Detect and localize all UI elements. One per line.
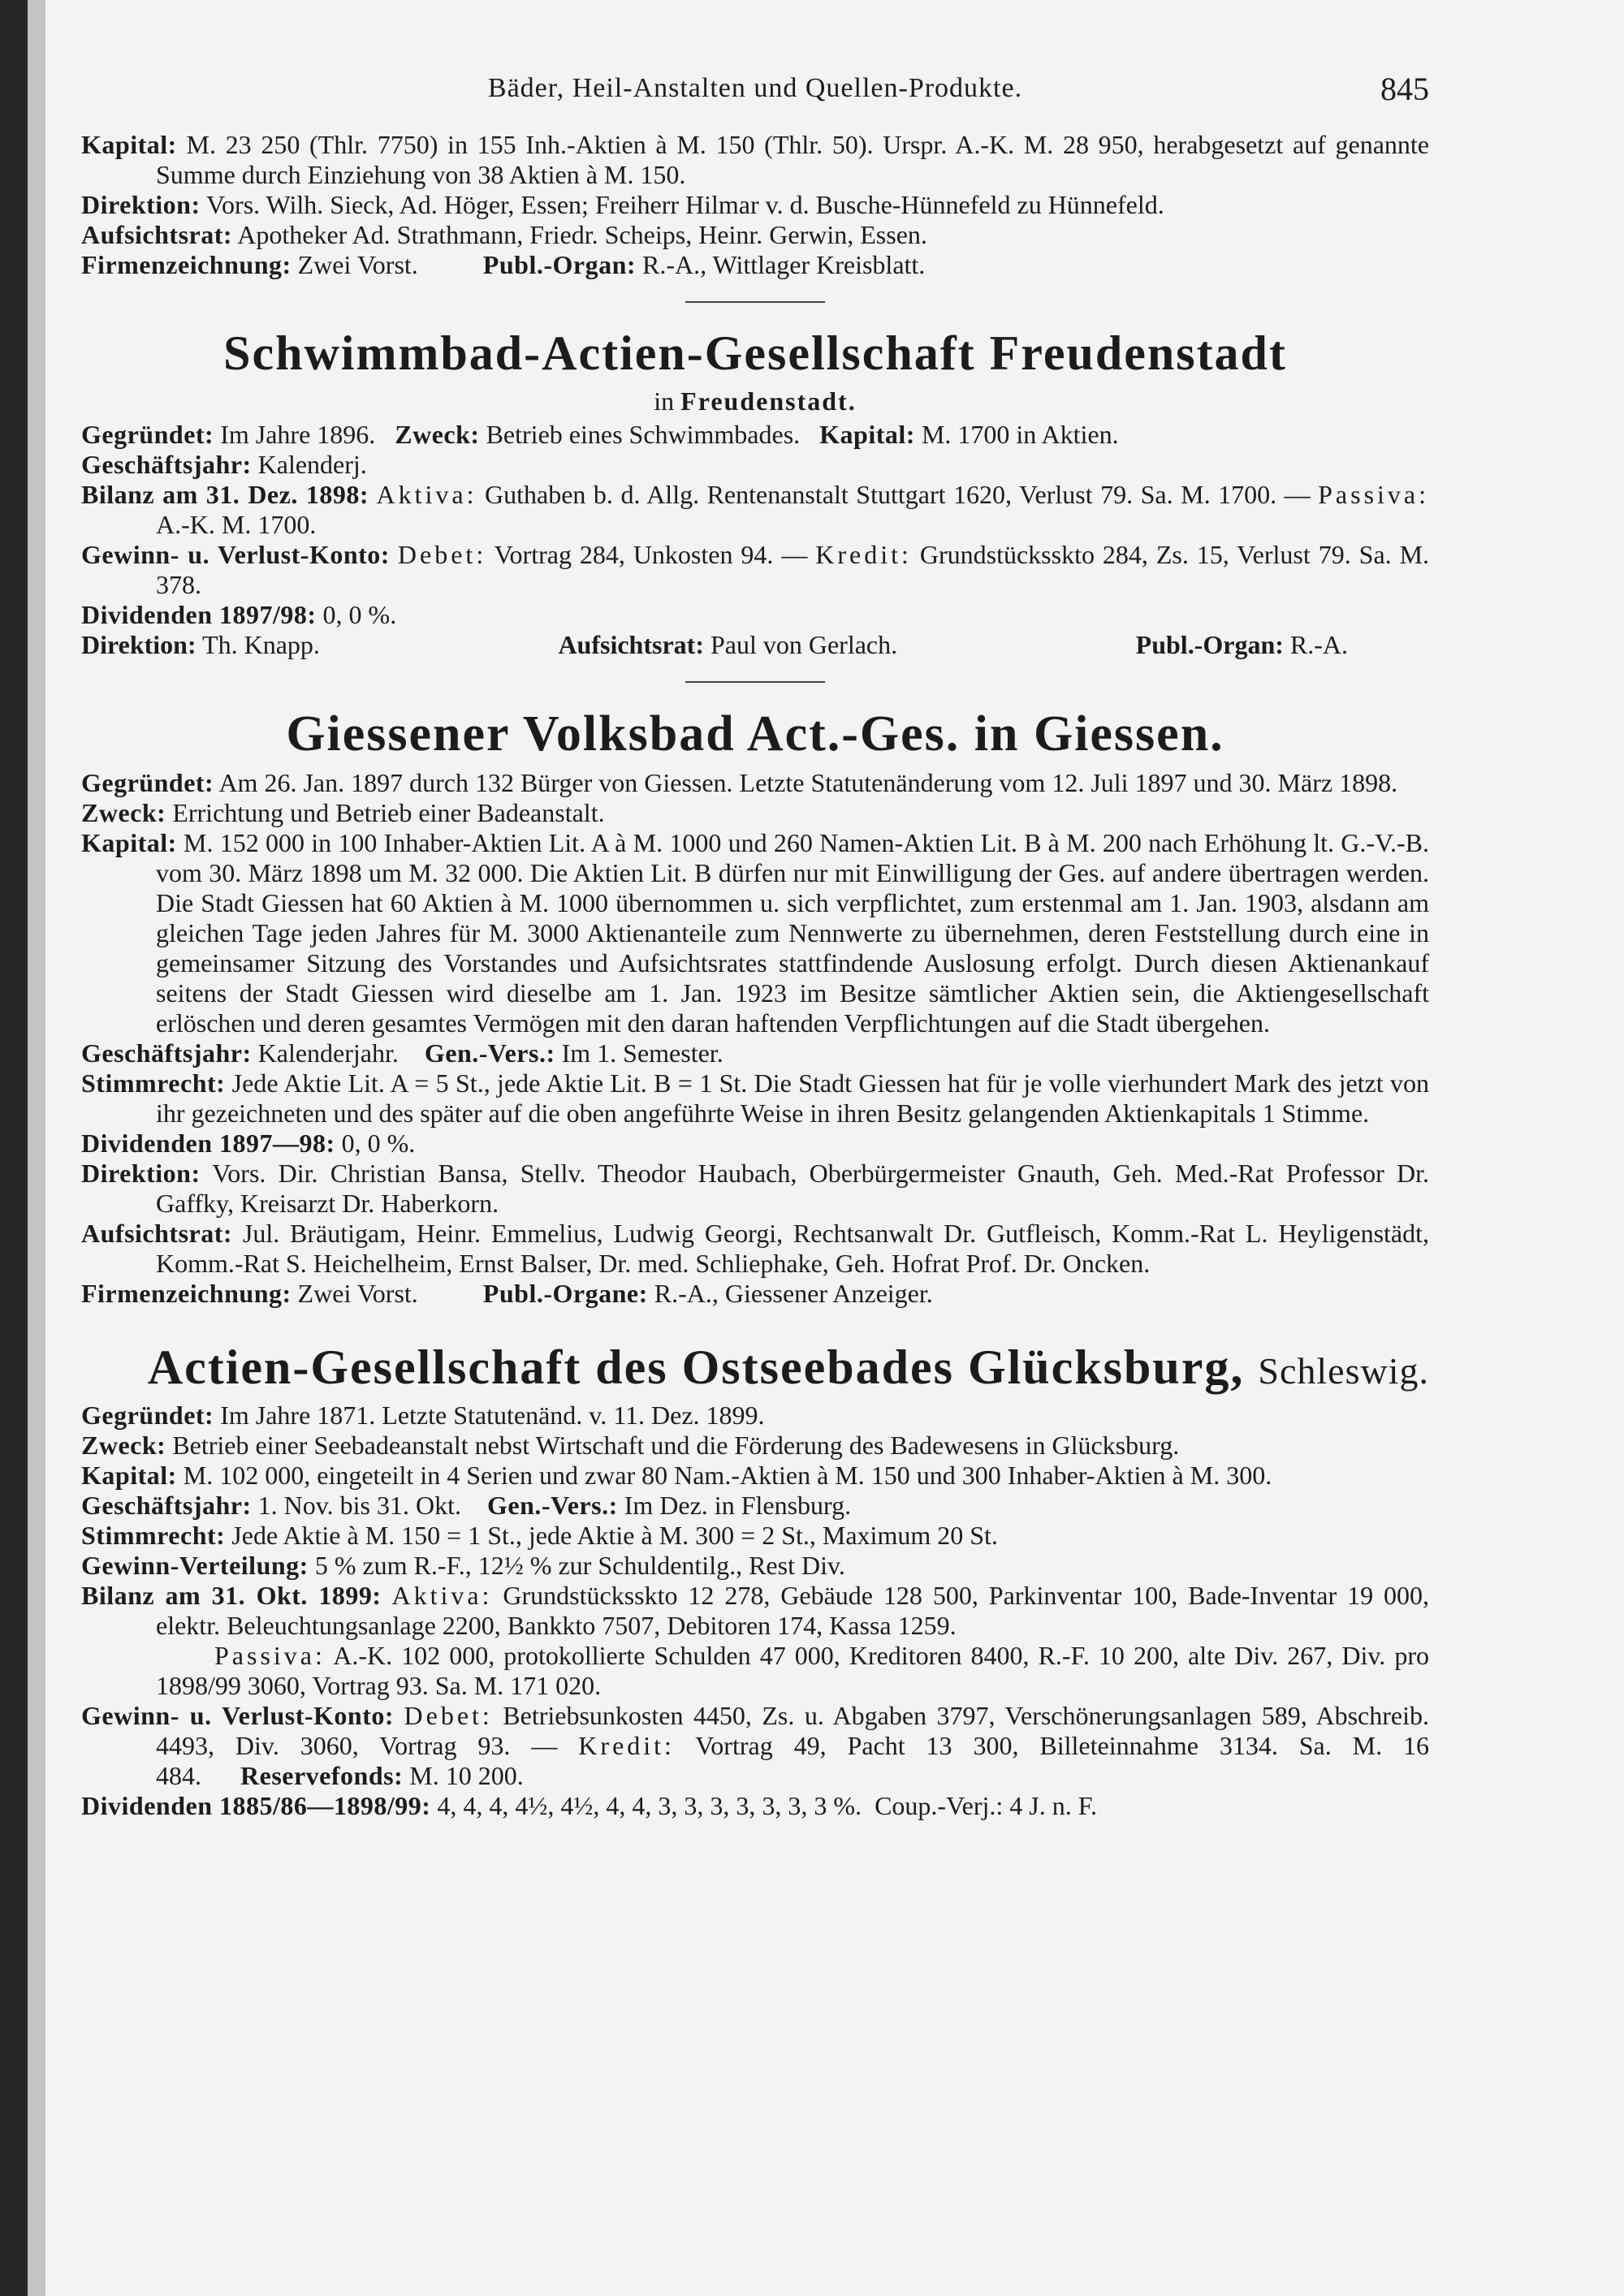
company-entry-gluecksburg — [81, 1340, 1429, 1821]
company-entry-freudenstadt — [81, 326, 1429, 660]
voting-field — [81, 1521, 1429, 1551]
signature-field — [81, 1279, 1429, 1309]
field-value: Im Dez. in Flensburg. — [624, 1491, 852, 1520]
field-value: Jul. Bräutigam, Heinr. Emmelius, Ludwig Georgi, Rechtsanwalt Dr. Gutfleisch, Komm.-Rat L. Heyligenstädt, Komm.-Rat S. Heichelheim, Ernst Balser, Dr. med. Schliephake, Geh. Hofrat Prof. Dr. Oncken. — [156, 1219, 1430, 1278]
profit-distribution-field — [81, 1551, 1429, 1581]
field-value: 5 % zum R.-F., 12½ % zur Schuldentilg., Rest Div. — [314, 1551, 845, 1580]
field-key: Kapital: — [81, 130, 177, 159]
board-field — [81, 630, 320, 660]
field-value: Zwei Vorst. — [297, 250, 418, 279]
field-value: R.-A., Wittlager Kreisblatt. — [642, 250, 926, 279]
field-key: Stimmrecht: — [81, 1068, 226, 1098]
field-value: Th. Knapp. — [202, 630, 320, 659]
field-key: Aufsichtsrat: — [81, 220, 233, 249]
field-value: 4, 4, 4, 4½, 4½, 4, 4, 3, 3, 3, 3, 3, 3, 3 %. — [437, 1791, 862, 1820]
page-number: 845 — [1380, 71, 1429, 107]
company-title-suffix: Schleswig. — [1258, 1350, 1429, 1392]
field-key: Zweck: — [81, 1431, 166, 1460]
board-field — [81, 1159, 1429, 1219]
field-key: Aufsichtsrat: — [81, 1219, 233, 1248]
section-separator — [685, 301, 825, 303]
field-key: Reservefonds: — [240, 1761, 404, 1790]
fiscal-year-field — [81, 1038, 1429, 1068]
supervisory-field — [81, 1219, 1429, 1279]
field-value: Im Jahre 1871. Letzte Statutenänd. v. 11. Dez. 1899. — [220, 1400, 765, 1430]
field-key: Direktion: — [81, 1159, 201, 1188]
field-value: 0, 0 %. — [322, 600, 397, 629]
capital-field — [81, 1461, 1429, 1491]
founded-field — [81, 420, 1429, 450]
field-value: Grundstücksskto 12 278, Gebäude 128 500, Parkinventar 100, Bade-Inventar 19 000, elektr. Beleuchtungsanlage 2200, Bankkto 7507, Debitoren 174, Kassa 1259. — [156, 1581, 1430, 1640]
field-value: Apotheker Ad. Strathmann, Friedr. Scheips, Heinr. Gerwin, Essen. — [237, 220, 927, 249]
field-value: Grundstücksskto 284, Zs. 15, Verlust 79. Sa. M. 378. — [156, 540, 1430, 599]
fiscal-year-field — [81, 1491, 1429, 1521]
book-spine-edge — [0, 0, 28, 2296]
field-key: Publ.-Organ: — [482, 250, 637, 279]
field-key: Kapital: — [81, 1461, 177, 1490]
field-value: M. 23 250 (Thlr. 7750) in 155 Inh.-Aktien à M. 150 (Thlr. 50). Urspr. A.-K. M. 28 950, herabgesetzt auf genannte Summe durch Einziehung von 38 Aktien à M. 150. — [156, 130, 1430, 189]
dividends-field — [81, 600, 1429, 630]
liabilities-label: Passiva: — [214, 1641, 326, 1670]
field-value: Im 1. Semester. — [561, 1038, 723, 1068]
signature-field — [81, 250, 1429, 280]
assets-label: Aktiva: — [391, 1581, 493, 1610]
credit-label: Kredit: — [578, 1731, 675, 1760]
field-key: Gen.-Vers.: — [424, 1038, 555, 1068]
field-value: Am 26. Jan. 1897 durch 132 Bürger von Giessen. Letzte Statutenänderung vom 12. Juli 1897 und 30. März 1898. — [218, 768, 1398, 797]
purpose-field — [81, 1431, 1429, 1461]
field-value: Betrieb einer Seebadeanstalt nebst Wirtschaft und die Förderung des Badewesens in Glücksburg. — [172, 1431, 1180, 1460]
credit-label: Kredit: — [815, 540, 912, 569]
field-key: Gegründet: — [81, 768, 214, 797]
company-title: Schwimmbad-Actien-Gesellschaft Freudenstadt — [223, 326, 1287, 380]
field-value: Jede Aktie Lit. A = 5 St., jede Aktie Lit. B = 1 St. Die Stadt Giessen hat für je volle vierhundert Mark des jetzt von ihr gezeichneten und des später auf die oben angeführte Weise in ihren Besitz gelangenden Aktienkapitals 1 Stimme. — [156, 1068, 1430, 1128]
prev-company-entry — [81, 130, 1429, 280]
profit-loss-field — [81, 540, 1429, 600]
field-value: Vortrag 284, Unkosten 94. — — [494, 540, 808, 569]
balance-liabilities — [81, 1641, 1429, 1701]
publication-field — [1136, 630, 1348, 660]
field-value: Vors. Dir. Christian Bansa, Stellv. Theodor Haubach, Oberbürgermeister Gnauth, Geh. Med.-Rat Professor Dr. Gaffky, Kreisarzt Dr. Haberkorn. — [156, 1159, 1430, 1218]
founded-field — [81, 768, 1429, 798]
field-value: M. 1700 in Aktien. — [921, 420, 1119, 449]
fiscal-year-field — [81, 450, 1429, 480]
field-value: Zwei Vorst. — [297, 1279, 418, 1308]
section-gap — [81, 1309, 1429, 1323]
field-key: Gewinn- u. Verlust-Konto: — [81, 1701, 395, 1730]
field-key: Zweck: — [81, 798, 166, 827]
field-value: Kalenderj. — [257, 450, 367, 479]
supervisory-field — [81, 220, 1429, 250]
field-key: Firmenzeichnung: — [81, 1279, 292, 1308]
field-key: Gewinn-Verteilung: — [81, 1551, 309, 1580]
running-header — [81, 65, 1429, 130]
field-value: A.-K. M. 1700. — [156, 510, 317, 539]
assets-label: Aktiva: — [376, 480, 477, 509]
field-key: Bilanz am 31. Okt. 1899: — [81, 1581, 382, 1610]
field-key: Firmenzeichnung: — [81, 250, 292, 279]
page — [81, 65, 1429, 1821]
debit-label: Debet: — [404, 1701, 493, 1730]
field-key: Gewinn- u. Verlust-Konto: — [81, 540, 390, 569]
field-key: Geschäftsjahr: — [81, 1491, 252, 1520]
field-value: R.-A. — [1289, 630, 1348, 659]
balance-field — [81, 480, 1429, 540]
field-value: Vors. Wilh. Sieck, Ad. Höger, Essen; Freiherr Hilmar v. d. Busche-Hünnefeld zu Hünnefeld. — [206, 190, 1164, 219]
location-prefix: in — [654, 386, 675, 416]
field-key: Publ.-Organ: — [1135, 630, 1284, 659]
field-key: Dividenden 1885/86—1898/99: — [81, 1791, 431, 1820]
coupon-expiry: Coup.-Verj.: 4 J. n. F. — [875, 1791, 1097, 1820]
board-row — [81, 630, 1429, 660]
field-value: Errichtung und Betrieb einer Badeanstalt. — [172, 798, 605, 827]
company-location — [81, 386, 1429, 416]
profit-loss-field — [81, 1701, 1429, 1791]
field-value: 1. Nov. bis 31. Okt. — [257, 1491, 461, 1520]
section-separator — [685, 681, 825, 683]
field-key: Geschäftsjahr: — [81, 450, 252, 479]
founded-field — [81, 1400, 1429, 1431]
field-key: Direktion: — [81, 630, 197, 659]
field-key: Dividenden 1897/98: — [81, 600, 317, 629]
purpose-field — [81, 798, 1429, 828]
field-value: Im Jahre 1896. — [220, 420, 376, 449]
dividends-field — [81, 1791, 1429, 1821]
field-key: Gen.-Vers.: — [487, 1491, 618, 1520]
capital-field — [81, 828, 1429, 1038]
voting-field — [81, 1068, 1429, 1129]
field-key: Gegründet: — [81, 420, 214, 449]
field-value: Guthaben b. d. Allg. Rentenanstalt Stuttgart 1620, Verlust 79. Sa. M. 1700. — — [485, 480, 1311, 509]
field-key: Geschäftsjahr: — [81, 1038, 252, 1068]
field-value: M. 10 200. — [409, 1761, 524, 1790]
field-key: Kapital: — [819, 420, 915, 449]
field-key: Gegründet: — [81, 1400, 214, 1430]
field-key: Dividenden 1897—98: — [81, 1129, 335, 1158]
field-value: Vortrag 49, Pacht 13 300, Billeteinnahme 3134. Sa. M. 16 484. — [156, 1731, 1430, 1790]
field-value: A.-K. 102 000, protokollierte Schulden 47 000, Kreditoren 8400, R.-F. 10 200, alte Div. 267, Div. pro 1898/99 3060, Vortrag 93. Sa. M. 171 020. — [156, 1641, 1430, 1700]
field-value: Paul von Gerlach. — [710, 630, 898, 659]
liabilities-label: Passiva: — [1318, 480, 1430, 509]
field-key: Zweck: — [395, 420, 480, 449]
dividends-field — [81, 1129, 1429, 1159]
board-field — [81, 190, 1429, 220]
field-value: Betriebsunkosten 4450, Zs. u. Abgaben 3797, Verschönerungsanlagen 589, Abschreib. 4493, Div. 3060, Vortrag 93. — — [156, 1701, 1430, 1760]
field-value: Kalenderjahr. — [257, 1038, 399, 1068]
field-key: Bilanz am 31. Dez. 1898: — [81, 480, 369, 509]
page-gutter-shadow — [28, 0, 45, 2296]
running-header-title: Bäder, Heil-Anstalten und Quellen-Produkte. — [487, 73, 1023, 103]
balance-field — [81, 1581, 1429, 1641]
field-key: Publ.-Organe: — [482, 1279, 648, 1308]
capital-field — [81, 130, 1429, 190]
company-entry-giessen — [81, 706, 1429, 1309]
field-value: 0, 0 %. — [341, 1129, 416, 1158]
field-value: Jede Aktie à M. 150 = 1 St., jede Aktie à M. 300 = 2 St., Maximum 20 St. — [231, 1521, 998, 1550]
field-key: Direktion: — [81, 190, 201, 219]
company-title — [81, 1340, 1429, 1396]
field-value: R.-A., Giessener Anzeiger. — [654, 1279, 933, 1308]
field-value: Betrieb eines Schwimmbades. — [486, 420, 801, 449]
field-key: Kapital: — [81, 828, 177, 857]
field-value: M. 152 000 in 100 Inhaber-Aktien Lit. A à M. 1000 und 260 Namen-Aktien Lit. B à M. 200 nach Erhöhung lt. G.-V.-B. vom 30. März 1898 um M. 32 000. Die Aktien Lit. B dürfen nur mit Einwilligung der Ges. auf andere übertragen werden. Die Stadt Giessen hat 60 Aktien à M. 1000 übernommen u. sich verpflichtet, zum erstenmal am 1. Jan. 1903, alsdann am gleichen Tage jeden Jahres für M. 3000 Aktienanteile zum Nennwerte zu übernehmen, deren Feststellung durch eine in gemeinsamer Sitzung des Vorstandes und Aufsichtsrates stattfindende Auslosung erfolgt. Durch diesen Aktienankauf seitens der Stadt Giessen wird dieselbe am 1. Jan. 1923 im Besitze sämtlicher Aktien sein, die Aktiengesellschaft erlöschen und deren gesamtes Vermögen mit den daran haftenden Verpflichtungen auf die Stadt übergehen. — [156, 828, 1430, 1038]
location-name: Freudenstadt. — [680, 386, 857, 416]
field-key: Stimmrecht: — [81, 1521, 226, 1550]
company-title: Giessener Volksbad Act.-Ges. in Giessen. — [286, 706, 1224, 762]
field-value: M. 102 000, eingeteilt in 4 Serien und zwar 80 Nam.-Aktien à M. 150 und 300 Inhaber-Aktien à M. 300. — [183, 1461, 1272, 1490]
debit-label: Debet: — [397, 540, 487, 569]
supervisory-field — [558, 630, 897, 660]
company-title-main: Actien-Gesellschaft des Ostseebades Glücksburg, — [147, 1340, 1245, 1394]
field-key: Aufsichtsrat: — [558, 630, 704, 659]
